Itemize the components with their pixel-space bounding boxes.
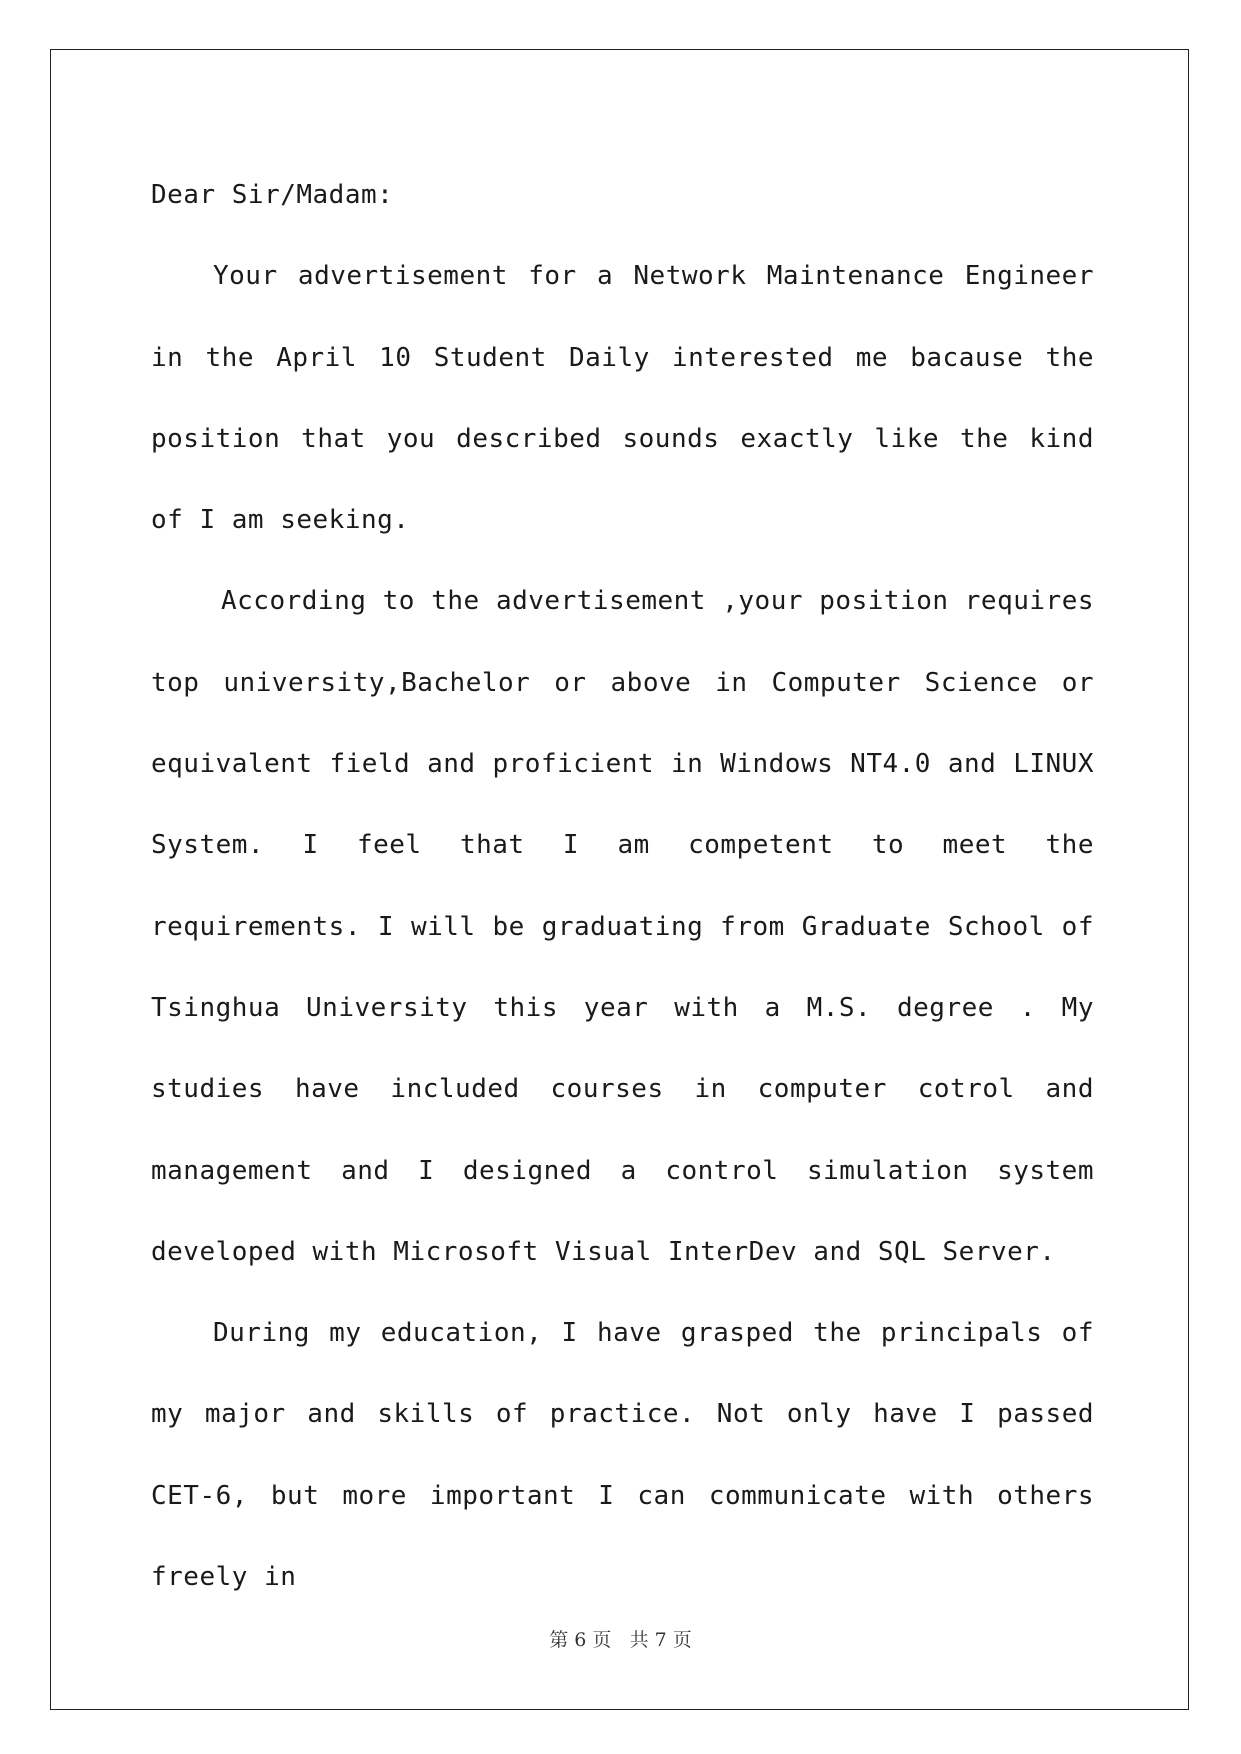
- letter-body: [151, 155, 1094, 1618]
- page-number: 第 6 页: [549, 1629, 612, 1651]
- footer-spacer: [611, 1629, 629, 1651]
- paragraph: According to the advertisement ,your position requires top university,Bachelor or above in Computer Science or equivalent field and proficient in Windows NT4.0 and LINUX System. I feel that I am competent to meet the requirements. I will be graduating from Graduate School of Tsinghua University this year with a M.S. degree . My studies have included courses in computer cotrol and management and I designed a control simulation system developed with Microsoft Visual InterDev and SQL Server.: [151, 586, 1094, 1267]
- page-total: 共 7 页: [629, 1629, 692, 1651]
- page-footer: [0, 1628, 1241, 1652]
- paragraph: Your advertisement for a Network Maintenance Engineer in the April 10 Student Daily interested me bacause the position that you described sounds exactly like the kind of I am seeking.: [151, 261, 1094, 536]
- paragraph: During my education, I have grasped the principals of my major and skills of practice. Not only have I passed CET-6, but more important I can communicate with others freely in: [151, 1318, 1094, 1593]
- salutation: Dear Sir/Madam:: [151, 180, 394, 210]
